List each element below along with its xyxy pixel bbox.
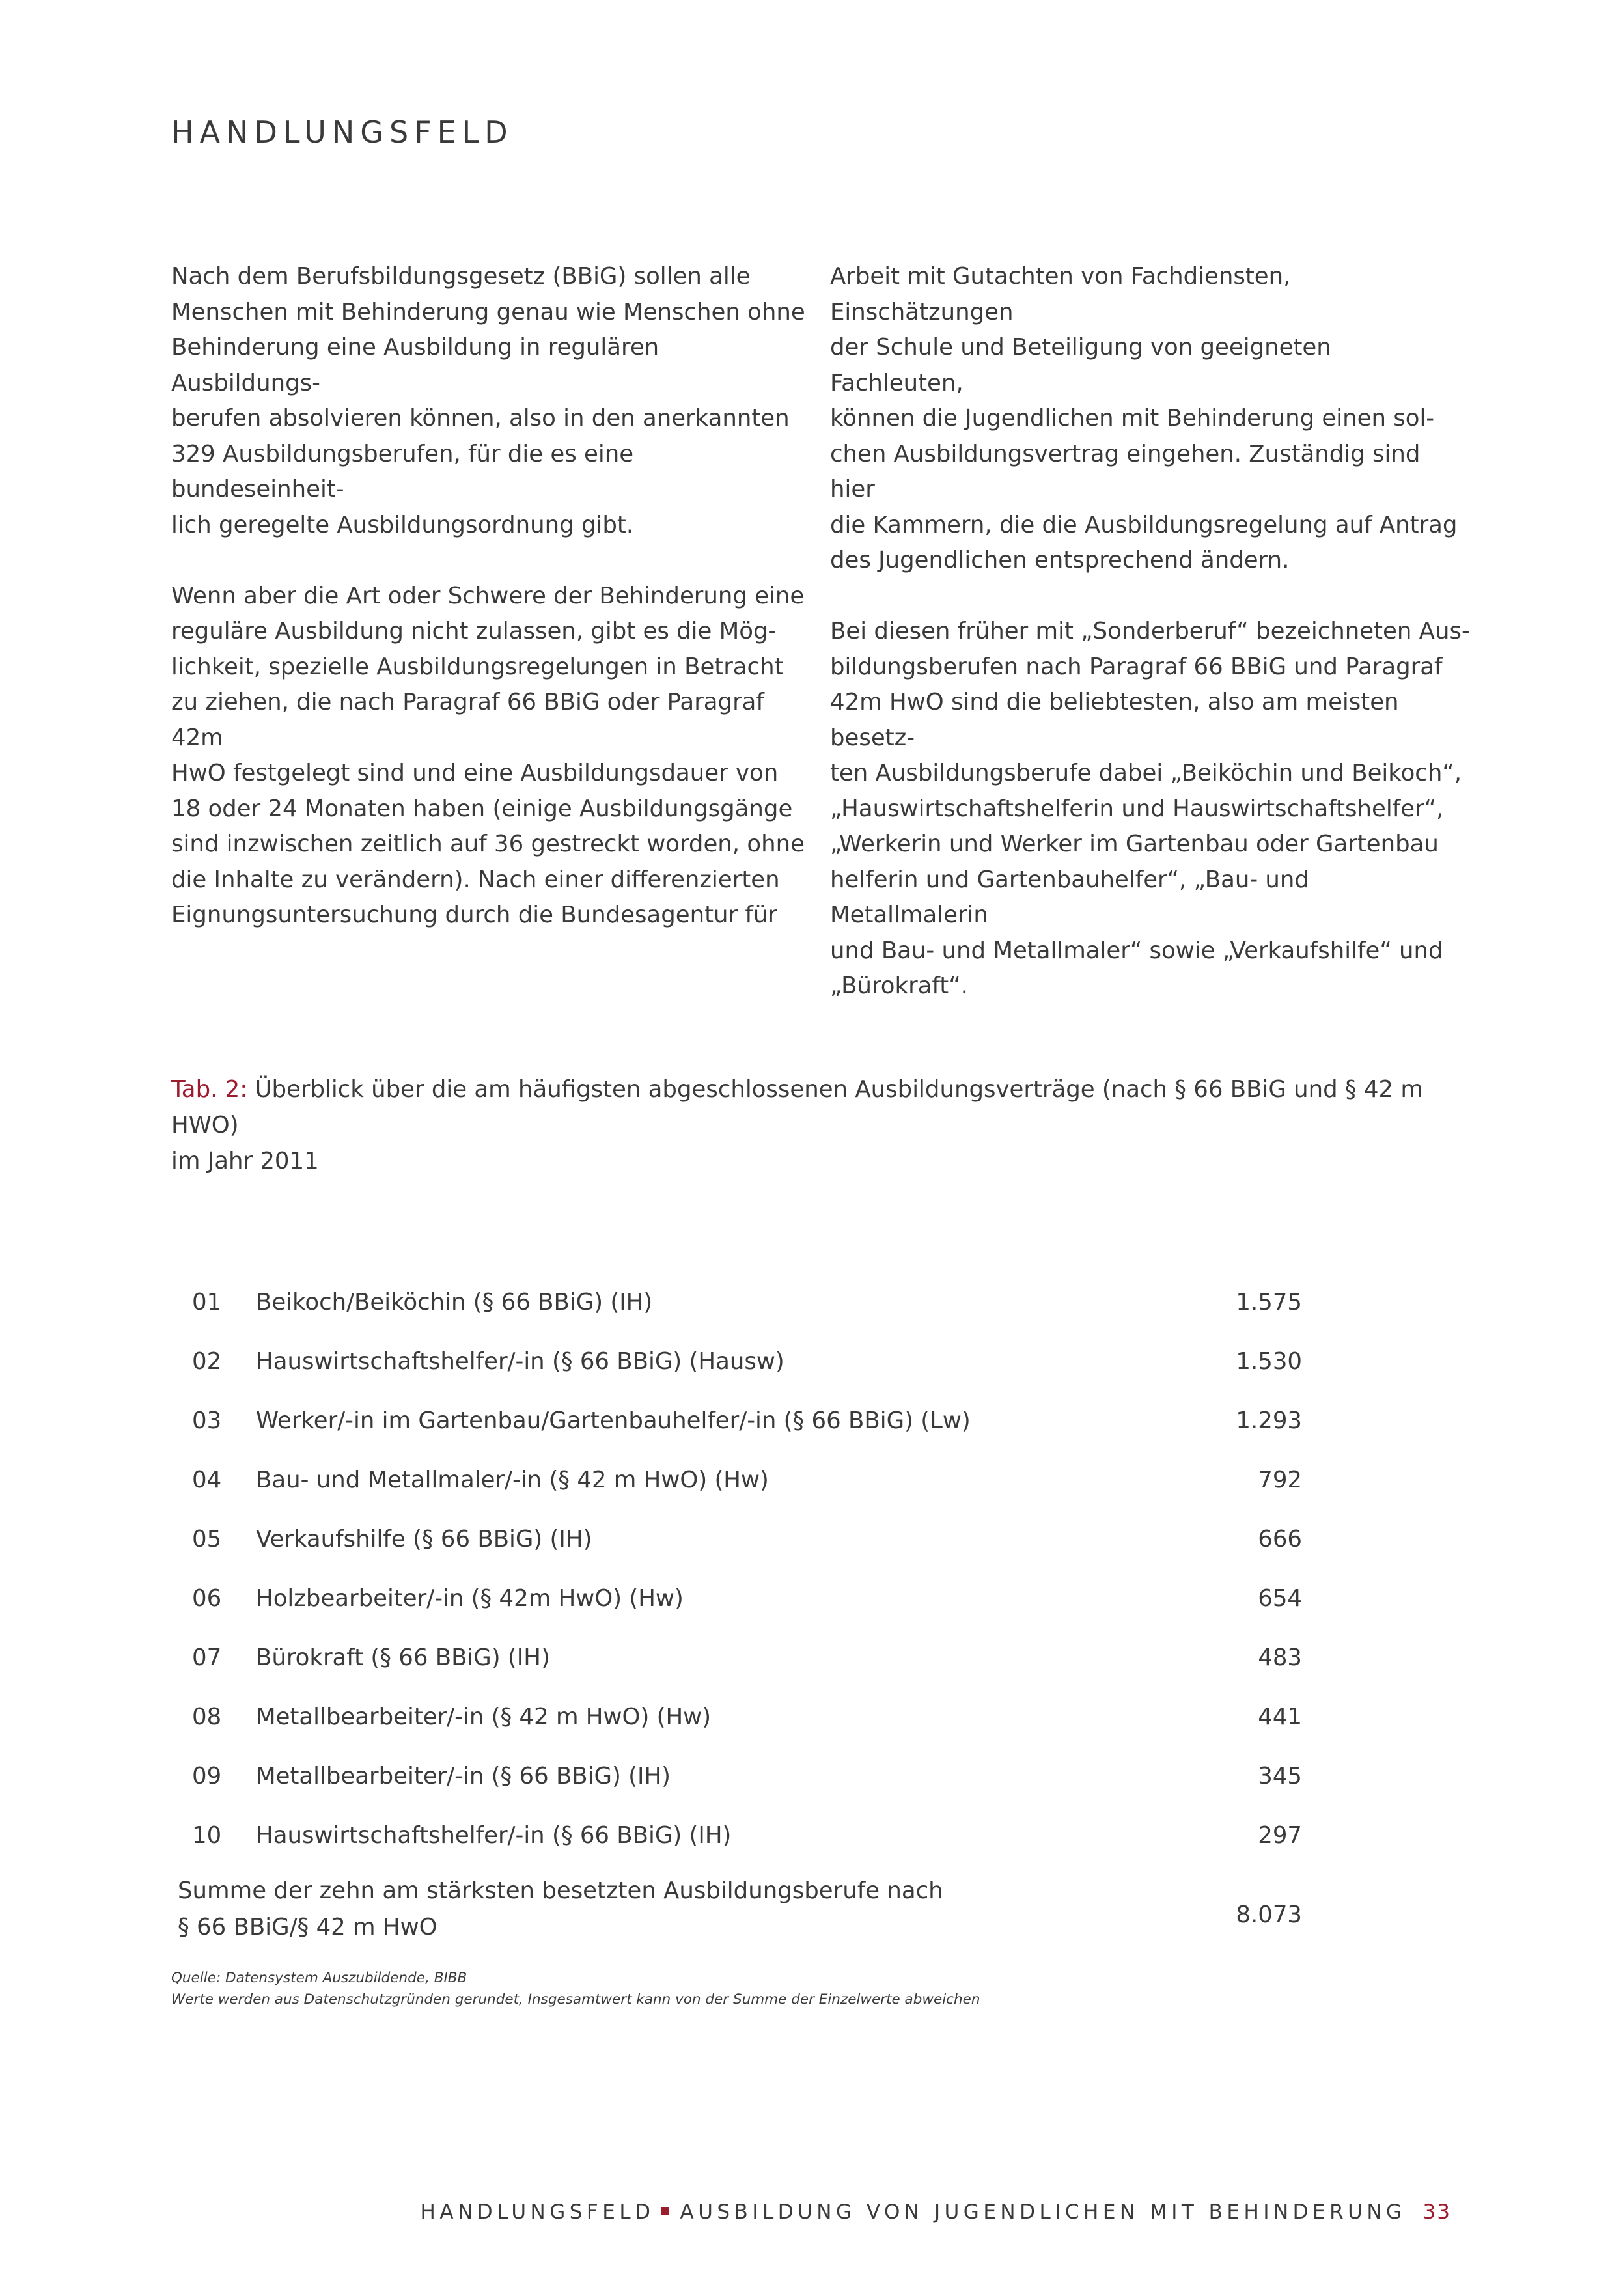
table-row: [171, 1332, 1302, 1391]
row-number: 06: [192, 1585, 222, 1612]
paragraph: Wenn aber die Art oder Schwere der Behinderung eine reguläre Ausbildung nicht zulassen, gibt es die Mög- lichkeit, spezielle Ausbildungsregelungen in Betracht zu ziehen, die nach Paragraf 66 BBiG oder Paragraf 42m HwO festgelegt sind und eine Ausbildungsdauer von 18 oder 24 Monaten haben (einige Ausbildungsgänge sind inzwischen zeitlich auf 36 gestreckt worden, ohne die Inhalte zu verändern). Nach einer differenzierten Eignungsuntersuchung durch die Bundesagentur für: [171, 582, 805, 928]
row-label: Werker/-in im Gartenbau/Gartenbauhelfer/-in (§ 66 BBiG) (Lw): [256, 1407, 971, 1434]
table-row: [171, 1569, 1302, 1628]
data-table: [171, 1273, 1302, 1957]
row-label: Holzbearbeiter/-in (§ 42m HwO) (Hw): [256, 1585, 684, 1612]
paragraph: Bei diesen früher mit „Sonderberuf“ bezeichneten Aus- bildungsberufen nach Paragraf 66 BBiG und Paragraf 42m HwO sind die beliebtesten, also am meisten besetz- ten Ausbildungsberufe dabei „Beiköchin und Beikoch“, „Hauswirtschaftshelferin und Hauswirtschaftshelfer“, „Werkerin und Werker im Gartenbau oder Gartenbau helferin und Gartenbauhelfer“, „Bau- und Metallmalerin und Bau- und Metallmaler“ sowie „Verkaufshilfe“ und „Bürokraft“.: [830, 618, 1470, 999]
sum-label: Summe der zehn am stärksten besetzten Ausbildungsberufe nach § 66 BBiG/§ 42 m HwO: [178, 1877, 943, 1941]
table-row: [171, 1687, 1302, 1747]
row-value: 792: [1258, 1467, 1302, 1493]
row-number: 02: [192, 1348, 222, 1375]
table-row: [171, 1747, 1302, 1806]
row-label: Bau- und Metallmaler/-in (§ 42 m HwO) (Hw): [256, 1467, 769, 1493]
row-label: Metallbearbeiter/-in (§ 42 m HwO) (Hw): [256, 1704, 712, 1730]
table-row: [171, 1510, 1302, 1569]
table-row: [171, 1450, 1302, 1510]
row-value: 483: [1258, 1644, 1302, 1671]
footer-title: AUSBILDUNG VON JUGENDLICHEN MIT BEHINDERUNG: [680, 2200, 1406, 2224]
paragraph: Arbeit mit Gutachten von Fachdiensten, Einschätzungen der Schule und Beteiligung von geeigneten Fachleuten, können die Jugendlichen mit Behinderung einen sol- chen Ausbildungsvertrag eingehen. Zuständig sind hier die Kammern, die die Ausbildungsregelung auf Antrag des Jugendlichen entsprechend ändern.: [830, 263, 1458, 574]
section-heading: HANDLUNGSFELD: [171, 115, 514, 150]
table-caption: [171, 1072, 1473, 1179]
row-value: 1.293: [1236, 1407, 1302, 1434]
row-number: 04: [192, 1467, 222, 1493]
footer-section: HANDLUNGSFELD: [420, 2200, 655, 2224]
row-label: Beikoch/Beiköchin (§ 66 BBiG) (IH): [256, 1289, 653, 1316]
sum-value: 8.073: [1236, 1902, 1302, 1928]
row-number: 05: [192, 1526, 222, 1553]
table-notes: [171, 1967, 980, 2010]
table-caption-text: Überblick über die am häufigsten abgeschlossenen Ausbildungsverträge (nach § 66 BBiG und § 42 m HWO) im Jahr 2011: [171, 1076, 1424, 1174]
table-row: [171, 1391, 1302, 1450]
table-caption-label: Tab. 2:: [171, 1076, 248, 1103]
row-number: 03: [192, 1407, 222, 1434]
table-row: [171, 1806, 1302, 1865]
row-label: Metallbearbeiter/-in (§ 66 BBiG) (IH): [256, 1763, 671, 1790]
rounding-note: Werte werden aus Datenschutzgründen gerundet, Insgesamtwert kann von der Summe der Einzelwerte abweichen: [171, 1991, 980, 2008]
square-bullet-icon: [661, 2207, 669, 2215]
row-value: 666: [1258, 1526, 1302, 1553]
row-number: 08: [192, 1704, 222, 1730]
row-value: 1.530: [1236, 1348, 1302, 1375]
row-label: Hauswirtschaftshelfer/-in (§ 66 BBiG) (Hausw): [256, 1348, 784, 1375]
text-column-left: [171, 259, 812, 969]
row-value: 654: [1258, 1585, 1302, 1612]
row-number: 09: [192, 1763, 222, 1790]
table-row: [171, 1273, 1302, 1332]
text-column-right: [830, 259, 1471, 1040]
row-label: Bürokraft (§ 66 BBiG) (IH): [256, 1644, 550, 1671]
row-label: Verkaufshilfe (§ 66 BBiG) (IH): [256, 1526, 592, 1553]
row-value: 297: [1258, 1822, 1302, 1849]
table-sum-row: [171, 1873, 1302, 1957]
page-footer: [421, 2200, 1451, 2224]
row-label: Hauswirtschaftshelfer/-in (§ 66 BBiG) (IH): [256, 1822, 732, 1849]
row-value: 1.575: [1236, 1289, 1302, 1316]
source-note: Quelle: Datensystem Auszubildende, BIBB: [171, 1970, 467, 1986]
row-value: 441: [1258, 1704, 1302, 1730]
row-number: 07: [192, 1644, 222, 1671]
row-number: 01: [192, 1289, 222, 1316]
paragraph: Nach dem Berufsbildungsgesetz (BBiG) sollen alle Menschen mit Behinderung genau wie Menschen ohne Behinderung eine Ausbildung in regulären Ausbildungs- berufen absolvieren können, also in den anerkannten 329 Ausbildungsberufen, für die es eine bundeseinheit- lich geregelte Ausbildungsordnung gibt.: [171, 263, 805, 538]
page-number: 33: [1422, 2200, 1451, 2224]
row-number: 10: [192, 1822, 222, 1849]
row-value: 345: [1258, 1763, 1302, 1790]
table-row: [171, 1628, 1302, 1687]
